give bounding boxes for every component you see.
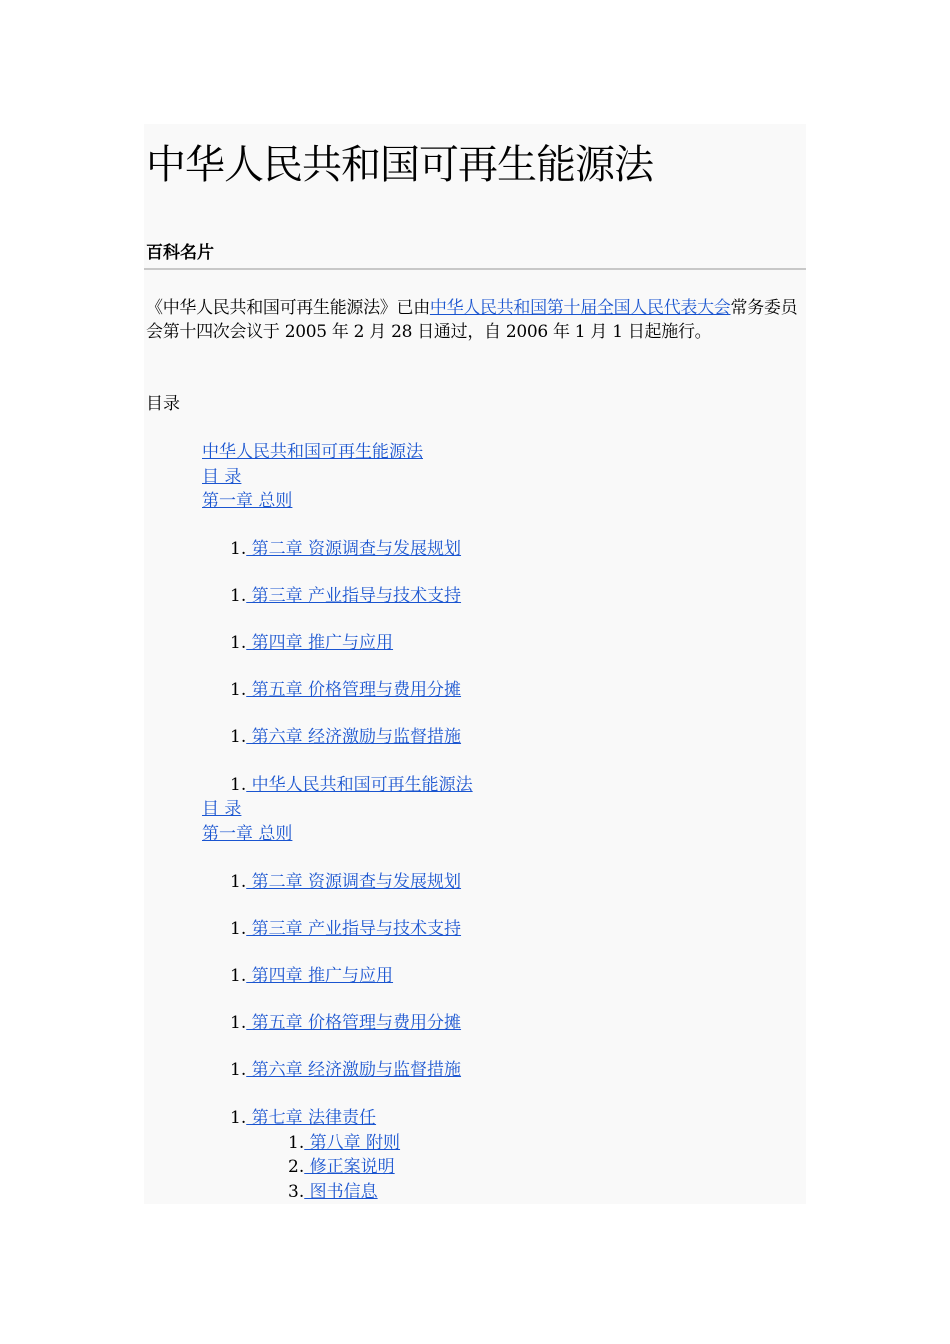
toc-item [230,584,461,608]
toc-item [230,870,461,894]
toc-item [230,631,393,655]
toc-link[interactable]: 目 录 [202,799,242,819]
toc-link[interactable]: 中华人民共和国可再生能源法 [202,442,423,462]
toc-item [202,797,241,821]
toc-item [202,489,292,513]
toc-link[interactable]: 第二章 资源调查与发展规划 [246,872,462,892]
toc-item-number: 3. [288,1182,305,1202]
intro-text-after: 常务委员会第十四次会议于 2005 年 2 月 28 日通过，自 2006 年 1 月 1 日起施行。 [146,298,798,342]
toc-item-number: 1. [230,539,247,559]
toc-background [200,414,806,1204]
toc-link[interactable]: 第六章 经济激励与监督措施 [246,1060,462,1080]
divider [144,268,806,270]
toc-item-number: 1. [230,1013,247,1033]
intro-link[interactable]: 中华人民共和国第十届全国人民代表大会 [429,298,731,318]
toc-item-number: 1. [230,680,247,700]
toc-item-number: 2. [288,1157,305,1177]
toc-item [288,1155,395,1179]
toc-item [230,1011,461,1035]
toc-link[interactable]: 第八章 附则 [304,1133,401,1153]
intro-paragraph [146,296,798,344]
toc-item-number: 1. [288,1133,305,1153]
toc-link[interactable]: 第三章 产业指导与技术支持 [246,586,462,606]
toc-item-number: 1. [230,727,247,747]
toc-item [230,725,461,749]
toc-item [230,678,461,702]
toc-item [288,1131,400,1155]
toc-link[interactable]: 第四章 推广与应用 [246,966,394,986]
toc-link[interactable]: 第三章 产业指导与技术支持 [246,919,462,939]
toc-item-number: 1. [230,1060,247,1080]
toc-item-number: 1. [230,872,247,892]
page-title: 中华人民共和国可再生能源法 [146,142,653,188]
toc-item [230,773,473,797]
toc-item [288,1180,378,1204]
toc-label: 目录 [146,394,180,414]
toc-link[interactable]: 第七章 法律责任 [246,1108,377,1128]
toc-link[interactable]: 第四章 推广与应用 [246,633,394,653]
toc-link[interactable]: 第一章 总则 [202,824,293,844]
toc-link[interactable]: 第二章 资源调查与发展规划 [246,539,462,559]
toc-item [202,822,292,846]
toc-item [202,465,241,489]
toc-item [230,917,461,941]
toc-link[interactable]: 图书信息 [304,1182,378,1202]
toc-link[interactable]: 目 录 [202,467,242,487]
toc-item [202,440,423,464]
toc-link[interactable]: 第五章 价格管理与费用分摊 [246,1013,462,1033]
toc-item-number: 1. [230,633,247,653]
toc-item-number: 1. [230,775,247,795]
intro-text-before: 《中华人民共和国可再生能源法》已由 [146,298,430,318]
toc-link[interactable]: 中华人民共和国可再生能源法 [246,775,473,795]
toc-link[interactable]: 修正案说明 [304,1157,395,1177]
toc-item-number: 1. [230,919,247,939]
toc-item [230,537,461,561]
toc-link[interactable]: 第五章 价格管理与费用分摊 [246,680,462,700]
toc-item-number: 1. [230,966,247,986]
toc-item [230,964,393,988]
toc-link[interactable]: 第一章 总则 [202,491,293,511]
section-heading: 百科名片 [146,243,214,263]
toc-item [230,1106,376,1130]
toc-item [230,1058,461,1082]
toc-link[interactable]: 第六章 经济激励与监督措施 [246,727,462,747]
toc-item-number: 1. [230,586,247,606]
toc-item-number: 1. [230,1108,247,1128]
